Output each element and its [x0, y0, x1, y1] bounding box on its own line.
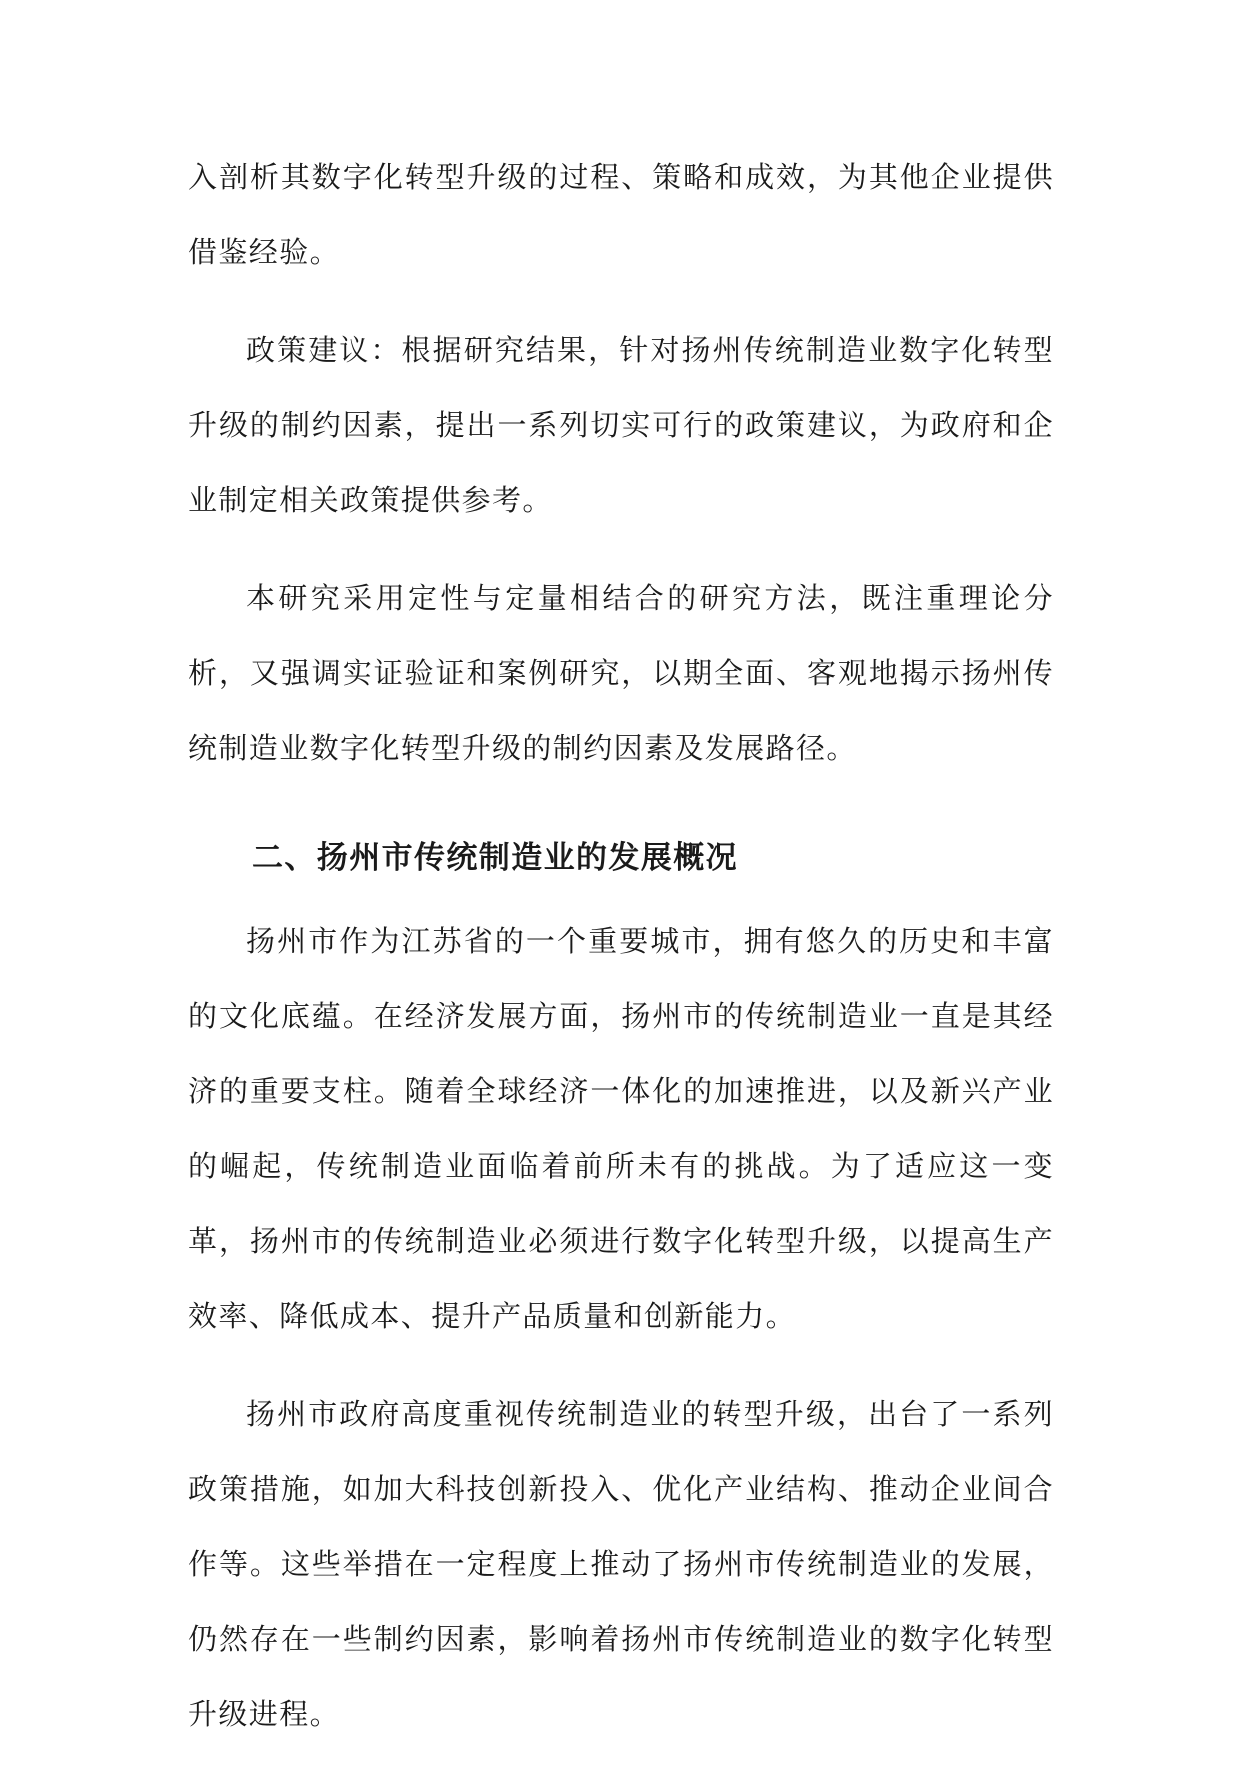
- document-body: [188, 140, 1054, 1775]
- research-method-paragraph: 本研究采用定性与定量相结合的研究方法，既注重理论分析，又强调实证验证和案例研究，以期全面、客观地揭示扬州传统制造业数字化转型升级的制约因素及发展路径。: [188, 581, 1054, 765]
- policy-suggestion-paragraph: 政策建议：根据研究结果，针对扬州传统制造业数字化转型升级的制约因素，提出一系列切实可行的政策建议，为政府和企业制定相关政策提供参考。: [188, 333, 1054, 517]
- continued-paragraph: 入剖析其数字化转型升级的过程、策略和成效，为其他企业提供借鉴经验。: [188, 160, 1054, 269]
- section-heading: 二、扬州市传统制造业的发展概况: [252, 840, 738, 876]
- overview-paragraph: 扬州市作为江苏省的一个重要城市，拥有悠久的历史和丰富的文化底蕴。在经济发展方面，扬州市的传统制造业一直是其经济的重要支柱。随着全球经济一体化的加速推进，以及新兴产业的崛起，传统制造业面临着前所未有的挑战。为了适应这一变革，扬州市的传统制造业必须进行数字化转型升级，以提高生产效率、降低成本、提升产品质量和创新能力。: [188, 924, 1054, 1333]
- government-policy-paragraph: 扬州市政府高度重视传统制造业的转型升级，出台了一系列政策措施，如加大科技创新投入、优化产业结构、推动企业间合作等。这些举措在一定程度上推动了扬州市传统制造业的发展，仍然存在一些制约因素，影响着扬州市传统制造业的数字化转型升级进程。: [188, 1397, 1054, 1731]
